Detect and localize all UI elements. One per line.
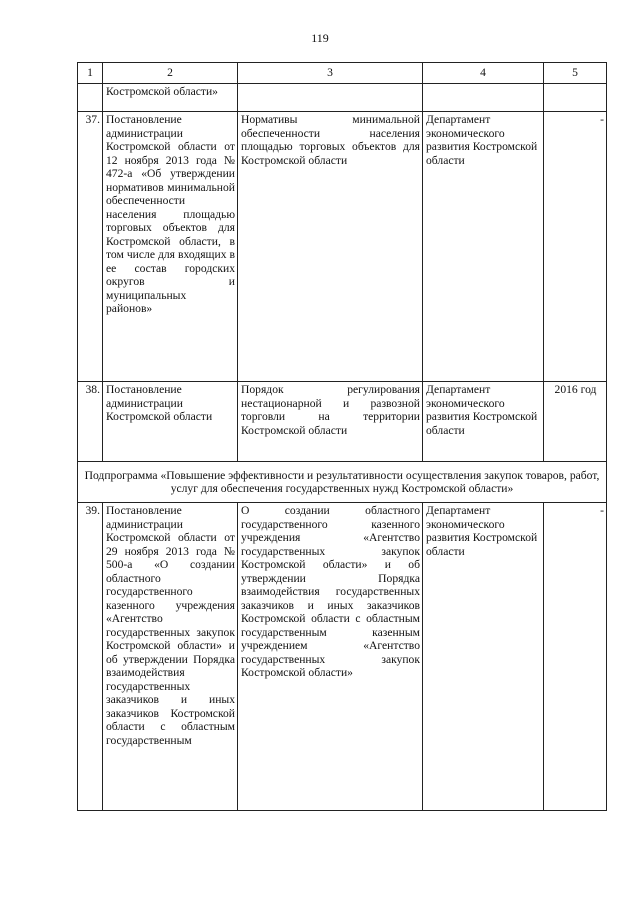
row-subject: О создании областного государственного казенного учреждения «Агентство государственных закупок Костромской области» и об утверждении Порядка взаимодействия государственных заказчиков и иных заказчиков Костромской области с областным государственным казенным учреждением «Агентство государственных закупок Костромской области»	[238, 503, 423, 811]
row-subject: Порядок регулирования нестационарной и развозной торговли на территории Костромской области	[238, 382, 423, 462]
table-row	[78, 503, 607, 811]
table-row	[78, 382, 607, 462]
row-number: 37.	[78, 112, 103, 382]
row-subject: Нормативы минимальной обеспеченности населения площадью торговых объектов для Костромской области	[238, 112, 423, 382]
table-row-continuation	[78, 84, 607, 112]
row-term: 2016 год	[544, 382, 607, 462]
continuation-term-cell	[544, 84, 607, 112]
row-department: Департамент экономического развития Костромской области	[423, 382, 544, 462]
page-number: 119	[311, 31, 329, 45]
header-col-5: 5	[544, 63, 607, 84]
continuation-num-cell	[78, 84, 103, 112]
table-header-row	[78, 63, 607, 84]
header-col-1: 1	[78, 63, 103, 84]
row-document: Постановление администрации Костромской области от 12 ноября 2013 года № 472-а «Об утверждении нормативов минимальной обеспеченности населения площадью торговых объектов для Костромской области, в том числе для входящих в ее состав городских округов и муниципальных районов»	[103, 112, 238, 382]
continuation-subject-cell	[238, 84, 423, 112]
row-document: Постановление администрации Костромской области	[103, 382, 238, 462]
document-table	[77, 62, 607, 811]
row-number: 38.	[78, 382, 103, 462]
table-row	[78, 112, 607, 382]
row-department: Департамент экономического развития Костромской области	[423, 112, 544, 382]
row-term: -	[544, 112, 607, 382]
subprogram-title: Подпрограмма «Повышение эффективности и результативности осуществления закупок товаров, работ, услуг для обеспечения государственных нужд Костромской области»	[78, 462, 607, 503]
row-term: -	[544, 503, 607, 811]
header-col-4: 4	[423, 63, 544, 84]
row-department: Департамент экономического развития Костромской области	[423, 503, 544, 811]
row-document: Постановление администрации Костромской области от 29 ноября 2013 года № 500-а «О создании областного государственного казенного учреждения «Агентство государственных закупок Костромской области» и об утверждении Порядка взаимодействия государственных заказчиков и иных заказчиков Костромской области с областным государственным	[103, 503, 238, 811]
row-number: 39.	[78, 503, 103, 811]
continuation-department-cell	[423, 84, 544, 112]
header-col-2: 2	[103, 63, 238, 84]
subprogram-row	[78, 462, 607, 503]
continuation-document-cell: Костромской области»	[103, 84, 238, 112]
header-col-3: 3	[238, 63, 423, 84]
